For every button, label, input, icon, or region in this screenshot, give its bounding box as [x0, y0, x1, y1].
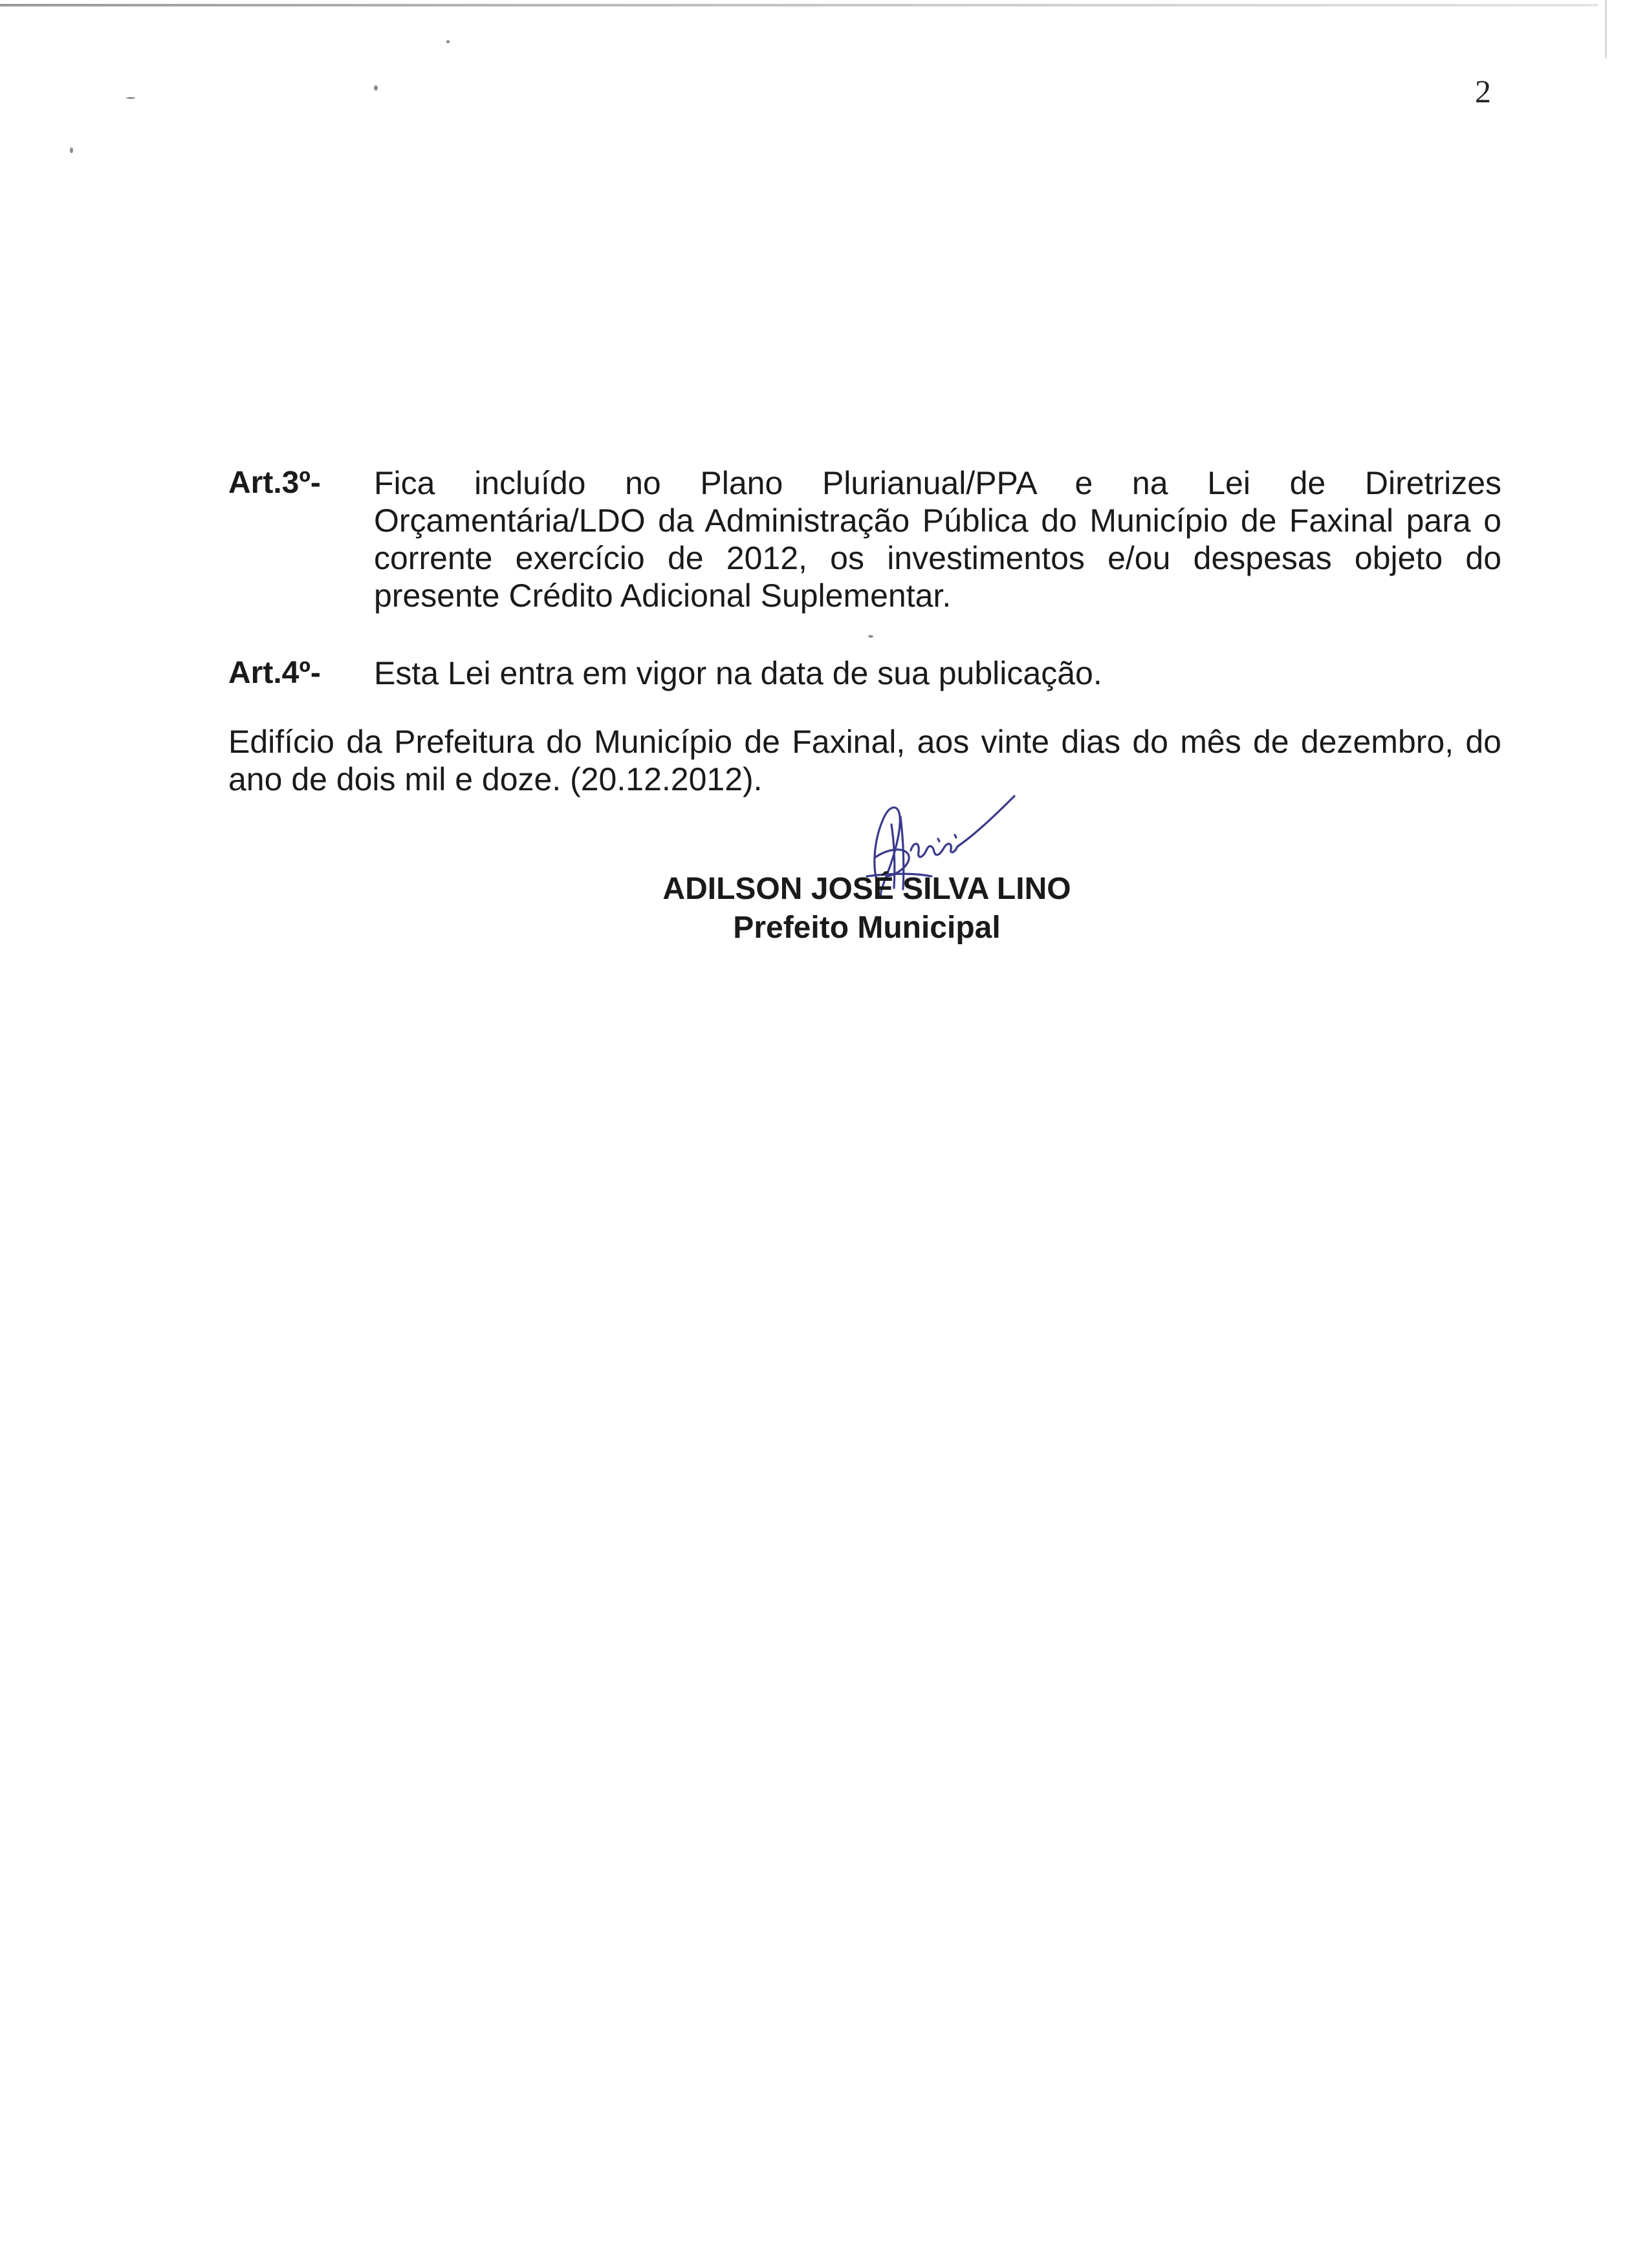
- scan-speck: [126, 97, 135, 99]
- signer-name: ADILSON JOSÉ SILVA LINO: [662, 872, 1071, 906]
- page-number: 2: [1475, 73, 1491, 109]
- article-label: Art.3º-: [228, 466, 321, 500]
- article-4: [228, 654, 1501, 692]
- article-text: Esta Lei entra em vigor na data de sua publicação.: [374, 655, 1102, 691]
- scan-speck: [868, 635, 873, 638]
- signer-block: [582, 870, 1151, 947]
- signer-title: Prefeito Municipal: [733, 911, 1001, 945]
- scan-speck: [446, 40, 450, 43]
- scan-right-edge: [1605, 0, 1607, 58]
- scan-speck: [374, 85, 378, 91]
- scan-speck: [70, 147, 73, 153]
- article-3: [228, 464, 1501, 614]
- closing-paragraph: Edifício da Prefeitura do Município de Faxinal, aos vinte dias do mês de dezembro, do ano de dois mil e doze. (20.12.2012).: [228, 724, 1501, 797]
- scan-top-edge: [0, 4, 1598, 6]
- article-text: Fica incluído no Plano Plurianual/PPA e na Lei de Diretrizes Orçamentária/LDO da Administração Pública do Município de Faxinal para o corrente exercício de 2012, os investimentos e/ou despesas objeto do presente Crédito Adicional Suplementar.: [374, 465, 1501, 614]
- article-label: Art.4º-: [228, 656, 321, 690]
